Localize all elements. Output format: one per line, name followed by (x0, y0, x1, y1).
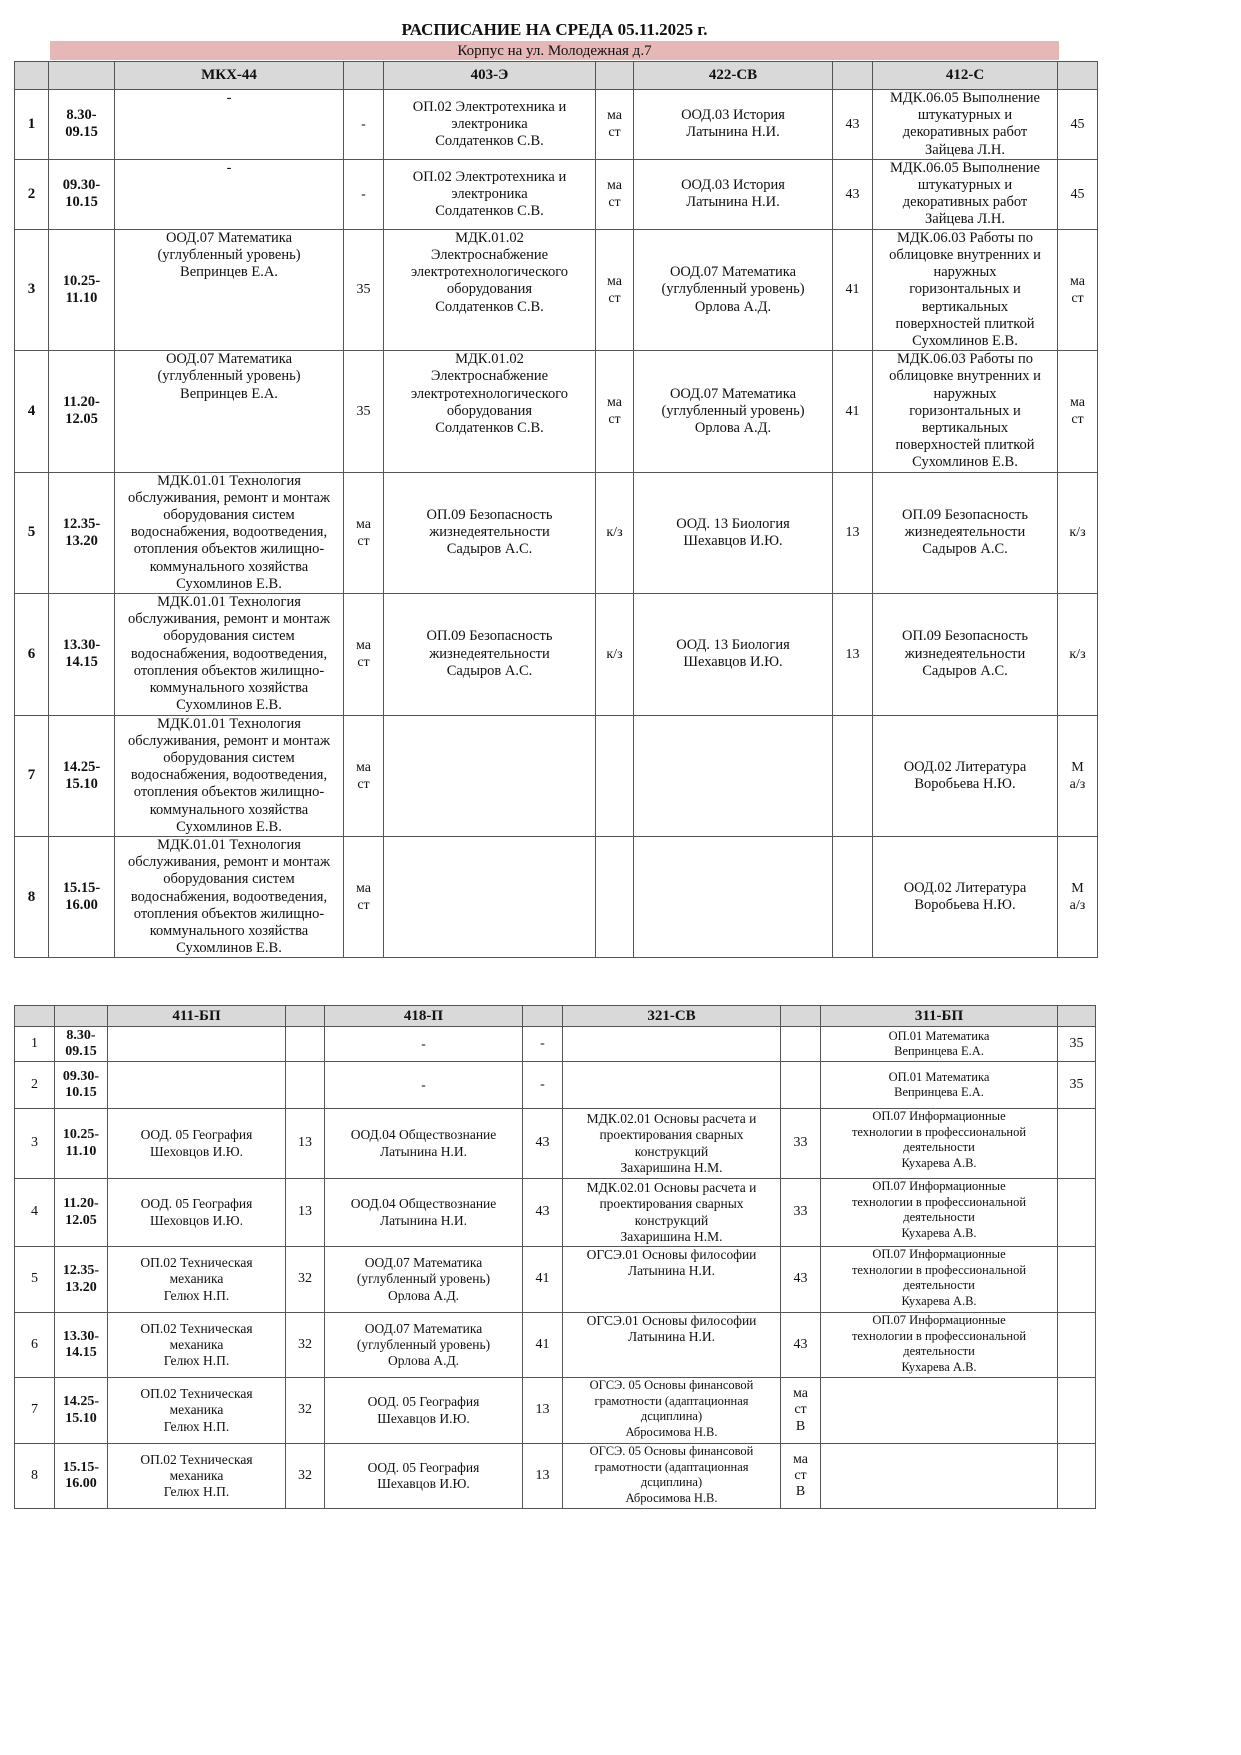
header-time (55, 1006, 108, 1027)
room-cell (1058, 1247, 1096, 1313)
subject-cell: ОП.02 Электротехника и электроника Солдатенков С.В. (384, 159, 596, 229)
room-cell: ма ст (1058, 229, 1098, 350)
table-row (15, 1062, 1096, 1109)
schedule-title: РАСПИСАНИЕ НА СРЕДА 05.11.2025 г. (401, 20, 708, 39)
subject-cell: ОП.02 Техническая механика Гелюх Н.П. (108, 1378, 286, 1444)
subject-cell: ОП.09 Безопасность жизнедеятельности Садыров А.С. (384, 594, 596, 715)
room-cell: к/з (596, 594, 634, 715)
room-cell (1058, 1109, 1096, 1179)
subject-cell (563, 1027, 781, 1062)
lesson-time: 11.20- 12.05 (55, 1179, 108, 1247)
subject-cell: ОП.07 Информационные технологии в профессиональной деятельности Кухарева А.В. (821, 1109, 1058, 1179)
subject-cell: ООД.03 История Латынина Н.И. (634, 90, 833, 160)
table-row (15, 715, 1098, 836)
room-cell: М а/з (1058, 715, 1098, 836)
room-cell: ма ст (596, 159, 634, 229)
room-cell (781, 1062, 821, 1109)
lesson-number: 7 (15, 715, 49, 836)
room-cell: М а/з (1058, 836, 1098, 957)
room-cell: ма ст (596, 229, 634, 350)
subject-cell (821, 1378, 1058, 1444)
schedule-table-1 (14, 61, 1098, 958)
lesson-time: 11.20- 12.05 (49, 351, 115, 472)
subject-cell: ООД. 05 География Шехавцов И.Ю. (325, 1444, 523, 1509)
subject-cell: - (115, 159, 344, 229)
lesson-time: 13.30- 14.15 (49, 594, 115, 715)
table-row (15, 472, 1098, 593)
subject-cell: МДК.01.01 Технология обслуживания, ремонт и монтаж оборудования систем водоснабжения, водоотведения, отопления объектов жилищно- коммунального хозяйства Сухомлинов Е.В. (115, 715, 344, 836)
group-header: 321-СВ (563, 1006, 781, 1027)
lesson-number: 1 (15, 90, 49, 160)
lesson-number: 4 (15, 351, 49, 472)
subject-cell: МДК.06.05 Выполнение штукатурных и декоративных работ Зайцева Л.Н. (873, 90, 1058, 160)
room-cell: 41 (833, 229, 873, 350)
subject-cell: ОГСЭ.01 Основы философии Латынина Н.И. (563, 1247, 781, 1313)
room-cell: 35 (1058, 1062, 1096, 1109)
room-cell: 35 (1058, 1027, 1096, 1062)
room-cell (833, 836, 873, 957)
subject-cell: ООД.07 Математика (углубленный уровень) Орлова А.Д. (634, 351, 833, 472)
room-cell: - (523, 1027, 563, 1062)
table-row (15, 1247, 1096, 1313)
group-header: 311-БП (821, 1006, 1058, 1027)
lesson-number: 2 (15, 1062, 55, 1109)
lesson-number: 5 (15, 1247, 55, 1313)
room-cell: ма ст (344, 836, 384, 957)
room-cell: 13 (286, 1179, 325, 1247)
room-cell: 32 (286, 1313, 325, 1378)
header-room (286, 1006, 325, 1027)
subject-cell: ОП.07 Информационные технологии в профессиональной деятельности Кухарева А.В. (821, 1179, 1058, 1247)
subject-cell: - (325, 1027, 523, 1062)
room-cell: к/з (1058, 594, 1098, 715)
lesson-number: 8 (15, 1444, 55, 1509)
room-cell: 45 (1058, 159, 1098, 229)
subject-cell: МДК.06.03 Работы по облицовке внутренних и наружных горизонтальных и вертикальных поверхностей плиткой Сухомлинов Е.В. (873, 229, 1058, 350)
room-cell: 43 (833, 159, 873, 229)
table-row (15, 594, 1098, 715)
subject-cell (821, 1444, 1058, 1509)
header-room (344, 62, 384, 90)
table-row (15, 1444, 1096, 1509)
lesson-time: 09.30- 10.15 (55, 1062, 108, 1109)
room-cell: - (344, 159, 384, 229)
lesson-number: 3 (15, 229, 49, 350)
lesson-time: 15.15- 16.00 (55, 1444, 108, 1509)
lesson-number: 4 (15, 1179, 55, 1247)
room-cell: 32 (286, 1378, 325, 1444)
room-cell: 13 (833, 594, 873, 715)
table-row (15, 1109, 1096, 1179)
table-row (15, 836, 1098, 957)
subject-cell: ООД. 05 География Шеховцов И.Ю. (108, 1109, 286, 1179)
lesson-time: 10.25- 11.10 (49, 229, 115, 350)
subject-cell: МДК.06.03 Работы по облицовке внутренних и наружных горизонтальных и вертикальных поверхностей плиткой Сухомлинов Е.В. (873, 351, 1058, 472)
subject-cell: МДК.06.05 Выполнение штукатурных и декоративных работ Зайцева Л.Н. (873, 159, 1058, 229)
header-room (596, 62, 634, 90)
room-cell (286, 1062, 325, 1109)
subject-cell: - (115, 90, 344, 160)
lesson-time: 12.35- 13.20 (55, 1247, 108, 1313)
group-header: 412-С (873, 62, 1058, 90)
table-row (15, 229, 1098, 350)
lesson-number: 5 (15, 472, 49, 593)
group-header: 403-Э (384, 62, 596, 90)
room-cell: 41 (523, 1247, 563, 1313)
subject-cell: ООД.03 История Латынина Н.И. (634, 159, 833, 229)
table-row (15, 1179, 1096, 1247)
table-row (15, 90, 1098, 160)
subject-cell: ОГСЭ.01 Основы философии Латынина Н.И. (563, 1313, 781, 1378)
room-cell: ма ст (596, 90, 634, 160)
room-cell: ма ст (344, 472, 384, 593)
subject-cell: МДК.02.01 Основы расчета и проектирования сварных конструкций Захаришина Н.М. (563, 1179, 781, 1247)
header-room (1058, 62, 1098, 90)
room-cell: ма ст (344, 594, 384, 715)
campus-banner: Корпус на ул. Молодежная д.7 (50, 41, 1059, 60)
room-cell: 43 (781, 1247, 821, 1313)
lesson-time: 14.25- 15.10 (49, 715, 115, 836)
room-cell: ма ст В (781, 1444, 821, 1509)
room-cell: ма ст (1058, 351, 1098, 472)
room-cell (1058, 1444, 1096, 1509)
lesson-number: 6 (15, 1313, 55, 1378)
lesson-number: 1 (15, 1027, 55, 1062)
subject-cell: МДК.01.02 Электроснабжение электротехнологического оборудования Солдатенков С.В. (384, 351, 596, 472)
header-room (523, 1006, 563, 1027)
subject-cell (634, 836, 833, 957)
lesson-time: 10.25- 11.10 (55, 1109, 108, 1179)
lesson-time: 12.35- 13.20 (49, 472, 115, 593)
room-cell (1058, 1378, 1096, 1444)
subject-cell: ООД. 05 География Шеховцов И.Ю. (108, 1179, 286, 1247)
table-row (15, 351, 1098, 472)
room-cell: 35 (344, 351, 384, 472)
room-cell: 41 (523, 1313, 563, 1378)
room-cell: к/з (1058, 472, 1098, 593)
room-cell: к/з (596, 472, 634, 593)
subject-cell: МДК.01.02 Электроснабжение электротехнологического оборудования Солдатенков С.В. (384, 229, 596, 350)
table-row (15, 1378, 1096, 1444)
subject-cell: МДК.02.01 Основы расчета и проектирования сварных конструкций Захаришина Н.М. (563, 1109, 781, 1179)
room-cell: 43 (781, 1313, 821, 1378)
header-num (15, 62, 49, 90)
subject-cell: ООД.07 Математика (углубленный уровень) Орлова А.Д. (325, 1247, 523, 1313)
room-cell: ма ст В (781, 1378, 821, 1444)
header-time (49, 62, 115, 90)
room-cell: - (344, 90, 384, 160)
room-cell: 33 (781, 1179, 821, 1247)
header-room (1058, 1006, 1096, 1027)
table-header-row (15, 62, 1098, 90)
table-row (15, 1027, 1096, 1062)
lesson-time: 8.30- 09.15 (55, 1027, 108, 1062)
room-cell: 45 (1058, 90, 1098, 160)
room-cell: 32 (286, 1444, 325, 1509)
room-cell (286, 1027, 325, 1062)
subject-cell: ОП.07 Информационные технологии в профессиональной деятельности Кухарева А.В. (821, 1313, 1058, 1378)
subject-cell (563, 1062, 781, 1109)
lesson-number: 7 (15, 1378, 55, 1444)
subject-cell: ОП.01 Математика Вепринцева Е.А. (821, 1062, 1058, 1109)
table-header-row (15, 1006, 1096, 1027)
subject-cell: ООД. 13 Биология Шехавцов И.Ю. (634, 472, 833, 593)
room-cell: 41 (833, 351, 873, 472)
room-cell (781, 1027, 821, 1062)
lesson-number: 2 (15, 159, 49, 229)
subject-cell: - (325, 1062, 523, 1109)
subject-cell: ОП.02 Электротехника и электроника Солдатенков С.В. (384, 90, 596, 160)
subject-cell: ОП.02 Техническая механика Гелюх Н.П. (108, 1313, 286, 1378)
subject-cell: МДК.01.01 Технология обслуживания, ремонт и монтаж оборудования систем водоснабжения, водоотведения, отопления объектов жилищно- коммунального хозяйства Сухомлинов Е.В. (115, 836, 344, 957)
subject-cell (384, 715, 596, 836)
room-cell: 13 (286, 1109, 325, 1179)
room-cell (596, 836, 634, 957)
subject-cell: ООД.07 Математика (углубленный уровень) Вепринцев Е.А. (115, 229, 344, 350)
subject-cell: ОП.09 Безопасность жизнедеятельности Садыров А.С. (873, 472, 1058, 593)
subject-cell: МДК.01.01 Технология обслуживания, ремонт и монтаж оборудования систем водоснабжения, водоотведения, отопления объектов жилищно- коммунального хозяйства Сухомлинов Е.В. (115, 594, 344, 715)
room-cell: 43 (523, 1109, 563, 1179)
subject-cell: ООД.04 Обществознание Латынина Н.И. (325, 1109, 523, 1179)
lesson-time: 14.25- 15.10 (55, 1378, 108, 1444)
header-room (781, 1006, 821, 1027)
subject-cell (384, 836, 596, 957)
subject-cell: ОП.07 Информационные технологии в профессиональной деятельности Кухарева А.В. (821, 1247, 1058, 1313)
subject-cell: ОП.02 Техническая механика Гелюх Н.П. (108, 1247, 286, 1313)
room-cell: 33 (781, 1109, 821, 1179)
group-header: 411-БП (108, 1006, 286, 1027)
group-header: МКХ-44 (115, 62, 344, 90)
subject-cell: ООД.07 Математика (углубленный уровень) Орлова А.Д. (634, 229, 833, 350)
room-cell: 13 (523, 1378, 563, 1444)
subject-cell: ООД.04 Обществознание Латынина Н.И. (325, 1179, 523, 1247)
room-cell (1058, 1313, 1096, 1378)
room-cell (1058, 1179, 1096, 1247)
subject-cell: ООД.07 Математика (углубленный уровень) Вепринцев Е.А. (115, 351, 344, 472)
table-row (15, 159, 1098, 229)
group-header: 418-П (325, 1006, 523, 1027)
subject-cell: ОП.02 Техническая механика Гелюх Н.П. (108, 1444, 286, 1509)
subject-cell: ОП.01 Математика Вепринцева Е.А. (821, 1027, 1058, 1062)
subject-cell: МДК.01.01 Технология обслуживания, ремонт и монтаж оборудования систем водоснабжения, водоотведения, отопления объектов жилищно- коммунального хозяйства Сухомлинов Е.В. (115, 472, 344, 593)
group-header: 422-СВ (634, 62, 833, 90)
header-num (15, 1006, 55, 1027)
room-cell (596, 715, 634, 836)
lesson-time: 8.30- 09.15 (49, 90, 115, 160)
lesson-number: 6 (15, 594, 49, 715)
room-cell: 13 (833, 472, 873, 593)
lesson-number: 8 (15, 836, 49, 957)
table-row (15, 1313, 1096, 1378)
room-cell: 13 (523, 1444, 563, 1509)
lesson-number: 3 (15, 1109, 55, 1179)
subject-cell (634, 715, 833, 836)
room-cell (833, 715, 873, 836)
lesson-time: 09.30- 10.15 (49, 159, 115, 229)
room-cell: 43 (833, 90, 873, 160)
room-cell: ма ст (596, 351, 634, 472)
header-room (833, 62, 873, 90)
subject-cell: ООД.02 Литература Воробьева Н.Ю. (873, 836, 1058, 957)
schedule-table-2 (14, 1005, 1096, 1509)
room-cell: 35 (344, 229, 384, 350)
subject-cell: ОГСЭ. 05 Основы финансовой грамотности (адаптационная дсциплина) Абросимова Н.В. (563, 1378, 781, 1444)
room-cell: ма ст (344, 715, 384, 836)
subject-cell (108, 1062, 286, 1109)
subject-cell: ООД.02 Литература Воробьева Н.Ю. (873, 715, 1058, 836)
lesson-time: 15.15- 16.00 (49, 836, 115, 957)
subject-cell: ООД. 05 География Шехавцов И.Ю. (325, 1378, 523, 1444)
room-cell: - (523, 1062, 563, 1109)
room-cell: 43 (523, 1179, 563, 1247)
subject-cell: ОП.09 Безопасность жизнедеятельности Садыров А.С. (873, 594, 1058, 715)
subject-cell: ООД. 13 Биология Шехавцов И.Ю. (634, 594, 833, 715)
subject-cell: ОП.09 Безопасность жизнедеятельности Садыров А.С. (384, 472, 596, 593)
subject-cell: ООД.07 Математика (углубленный уровень) Орлова А.Д. (325, 1313, 523, 1378)
lesson-time: 13.30- 14.15 (55, 1313, 108, 1378)
room-cell: 32 (286, 1247, 325, 1313)
subject-cell (108, 1027, 286, 1062)
subject-cell: ОГСЭ. 05 Основы финансовой грамотности (адаптационная дсциплина) Абросимова Н.В. (563, 1444, 781, 1509)
